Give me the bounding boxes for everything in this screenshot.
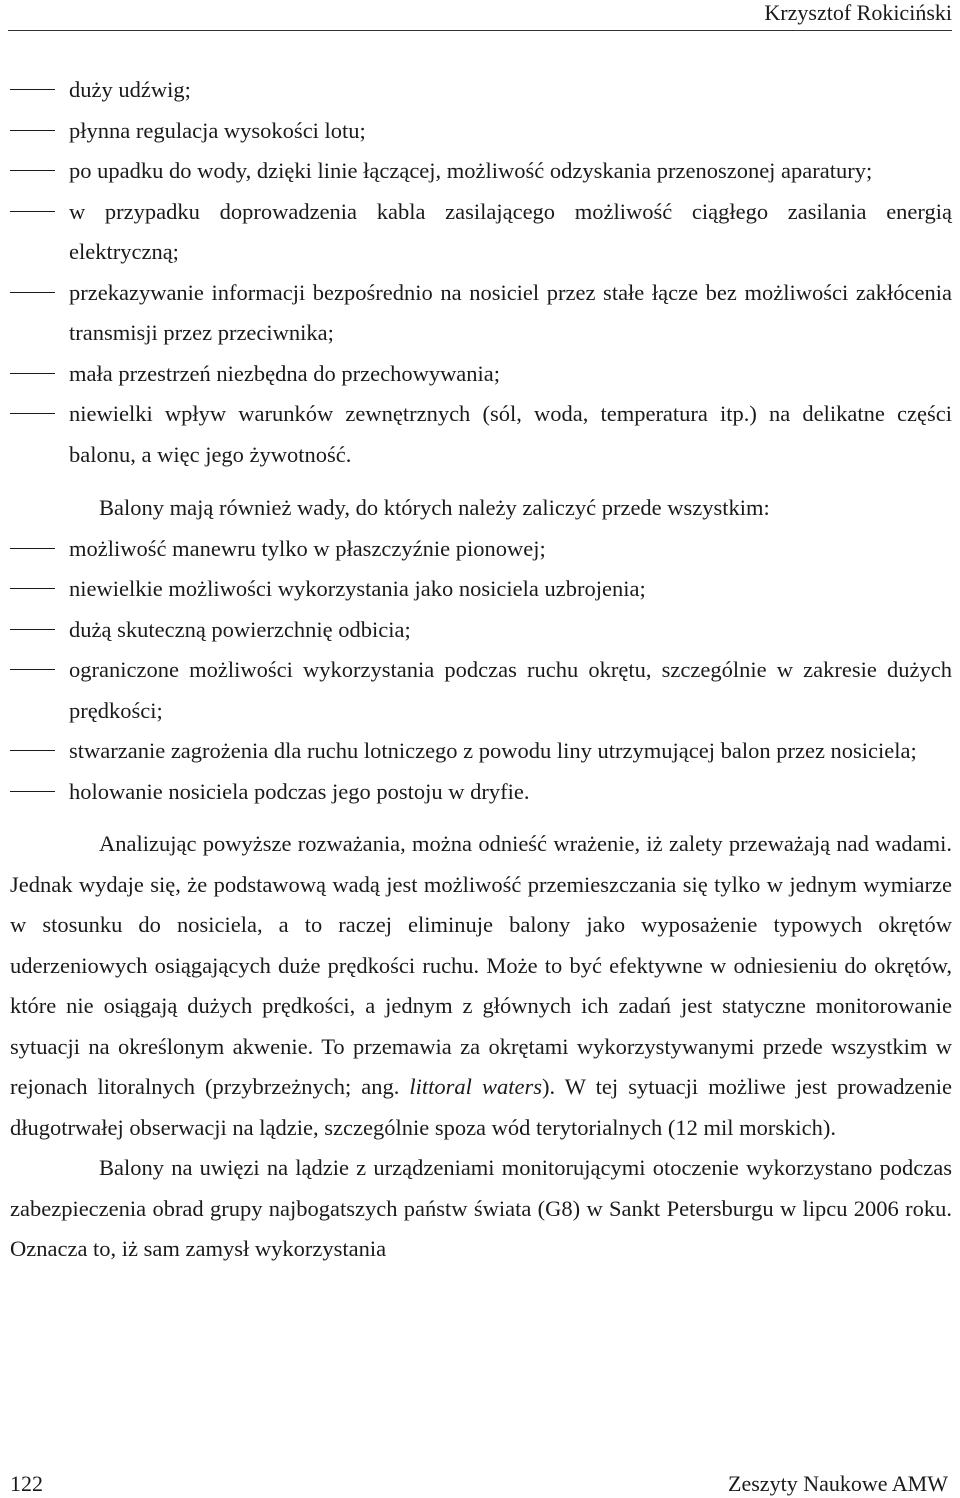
italic-term: littoral waters xyxy=(409,1074,542,1099)
list-item: niewielki wpływ warunków zewnętrznych (sól, woda, temperatura itp.) na delikatne części balonu, a więc jego żywotność. xyxy=(10,394,952,475)
page-content xyxy=(10,70,952,1270)
list-item: dużą skuteczną powierzchnię odbicia; xyxy=(10,610,952,651)
dash-bullet xyxy=(10,130,55,131)
list-item: stwarzanie zagrożenia dla ruchu lotniczego z powodu liny utrzymującej balon przez nosiciela; xyxy=(10,731,952,772)
dash-bullet xyxy=(10,548,55,549)
list-item: płynna regulacja wysokości lotu; xyxy=(10,111,952,152)
dash-bullet xyxy=(10,373,55,374)
dash-bullet xyxy=(10,629,55,630)
dash-bullet xyxy=(10,588,55,589)
list-item: po upadku do wody, dzięki linie łączącej, możliwość odzyskania przenoszonej aparatury; xyxy=(10,151,952,192)
journal-name: Zeszyty Naukowe AMW xyxy=(728,1471,948,1496)
disadvantages-list xyxy=(10,529,952,813)
dash-bullet xyxy=(10,791,55,792)
header-author: Krzysztof Rokiciński xyxy=(764,0,952,25)
dash-bullet xyxy=(10,750,55,751)
advantages-list xyxy=(10,70,952,475)
disadvantages-intro: Balony mają również wady, do których należy zaliczyć przede wszystkim: xyxy=(99,495,770,520)
analysis-paragraph: Analizując powyższe rozważania, można odnieść wrażenie, iż zalety przeważają nad wadami. Jednak wydaje się, że podstawową wadą jest możliwość przemieszczania się tylko w jednym wymiarze w stosunku do nosiciela, a to raczej eliminuje balony jako wyposażenie typowych okrętów uderzeniowych osiągających duże prędkości ruchu. Może to być efektywne w odniesieniu do okrętów, które nie osiągają dużych prędkości, a jednym z głównych ich zadań jest statyczne monitorowanie sytuacji na określonym akwenie. To przemawia za okrętami wykorzystywanymi przede wszystkim w rejonach litoralnych (przybrzeżnych; ang. littoral waters). W tej sytuacji możliwe jest prowadzenie długotrwałej obserwacji na lądzie, szczególnie spoza wód terytorialnych (12 mil morskich). xyxy=(10,831,952,1140)
dash-bullet xyxy=(10,89,55,90)
page-number: 122 xyxy=(10,1471,43,1496)
dash-bullet xyxy=(10,669,55,670)
dash-bullet xyxy=(10,170,55,171)
list-item: ograniczone możliwości wykorzystania podczas ruchu okrętu, szczególnie w zakresie dużych prędkości; xyxy=(10,650,952,731)
list-item: duży udźwig; xyxy=(10,70,952,111)
page-header xyxy=(8,0,952,31)
list-item: holowanie nosiciela podczas jego postoju w dryfie. xyxy=(10,772,952,813)
dash-bullet xyxy=(10,413,55,414)
list-item: w przypadku doprowadzenia kabla zasilającego możliwość ciągłego zasilania energią elektryczną; xyxy=(10,192,952,273)
list-item: możliwość manewru tylko w płaszczyźnie pionowej; xyxy=(10,529,952,570)
list-item: niewielkie możliwości wykorzystania jako nosiciela uzbrojenia; xyxy=(10,569,952,610)
dash-bullet xyxy=(10,292,55,293)
page-footer xyxy=(10,1470,948,1498)
list-item: mała przestrzeń niezbędna do przechowywania; xyxy=(10,354,952,395)
list-item: przekazywanie informacji bezpośrednio na nosiciel przez stałe łącze bez możliwości zakłócenia transmisji przez przeciwnika; xyxy=(10,273,952,354)
dash-bullet xyxy=(10,211,55,212)
g8-paragraph: Balony na uwięzi na lądzie z urządzeniami monitorującymi otoczenie wykorzystano podczas zabezpieczenia obrad grupy najbogatszych państw świata (G8) w Sankt Petersburgu w lipcu 2006 roku. Oznacza to, iż sam zamysł wykorzystania xyxy=(10,1155,952,1261)
